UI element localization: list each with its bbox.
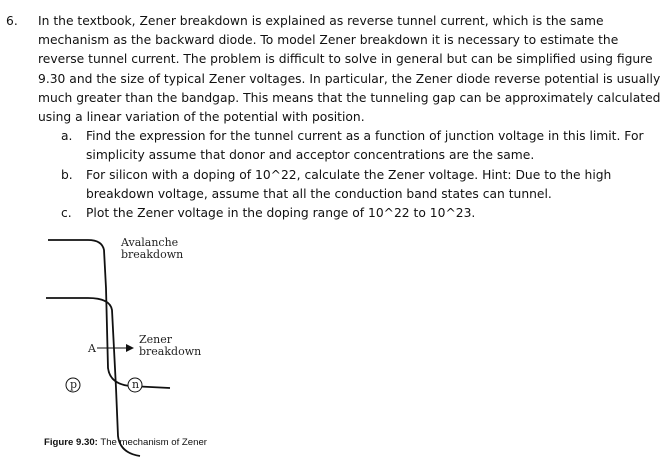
valence-band-curve [46,298,140,456]
zener-label-line1: Zener [139,333,173,346]
figure-9-30 [0,228,669,468]
p-region-label: p [70,378,78,391]
part-b [61,166,661,204]
n-region-label: n [132,378,140,391]
part-a-label: a. [61,129,73,144]
part-c-text: Plot the Zener voltage in the doping range of 10^22 to 10^23. [86,206,476,221]
avalanche-label-line2: breakdown [121,248,184,261]
point-a-label: A [88,342,96,355]
part-c [61,204,661,223]
zener-arrow-head [126,344,134,352]
conduction-band-curve [48,240,170,388]
zener-label-line2: breakdown [139,345,202,358]
problem-intro: In the textbook, Zener breakdown is explained as reverse tunnel current, which is the same mechanism as the backward diode. To model Zener breakdown it is necessary to estimate the reverse tunnel current. The problem is difficult to solve in general but can be simplified using figure 9.30 and the size of typical Zener voltages. In particular, the Zener diode reverse potential is usually much greater than the bandgap. This means that the tunneling gap can be approximately calculated using a linear variation of the potential with position. [38,14,661,125]
part-b-label: b. [61,167,73,182]
zener-band-diagram [0,228,669,468]
caption-text: The mechanism of Zener [97,437,207,448]
problem-6 [6,12,661,223]
part-b-text: For silicon with a doping of 10^22, calculate the Zener voltage. Hint: Due to the high breakdown voltage, assume that all the conduction band states can tunnel. [86,167,612,201]
part-c-label: c. [61,206,72,221]
part-a [61,127,661,165]
avalanche-label-line1: Avalanche [121,236,179,249]
caption-label: Figure 9.30: [44,437,98,448]
part-a-text: Find the expression for the tunnel current as a function of junction voltage in this limit. For simplicity assume that donor and acceptor concentrations are the same. [86,129,644,163]
figure-caption [44,437,207,448]
problem-number: 6. [6,14,18,28]
